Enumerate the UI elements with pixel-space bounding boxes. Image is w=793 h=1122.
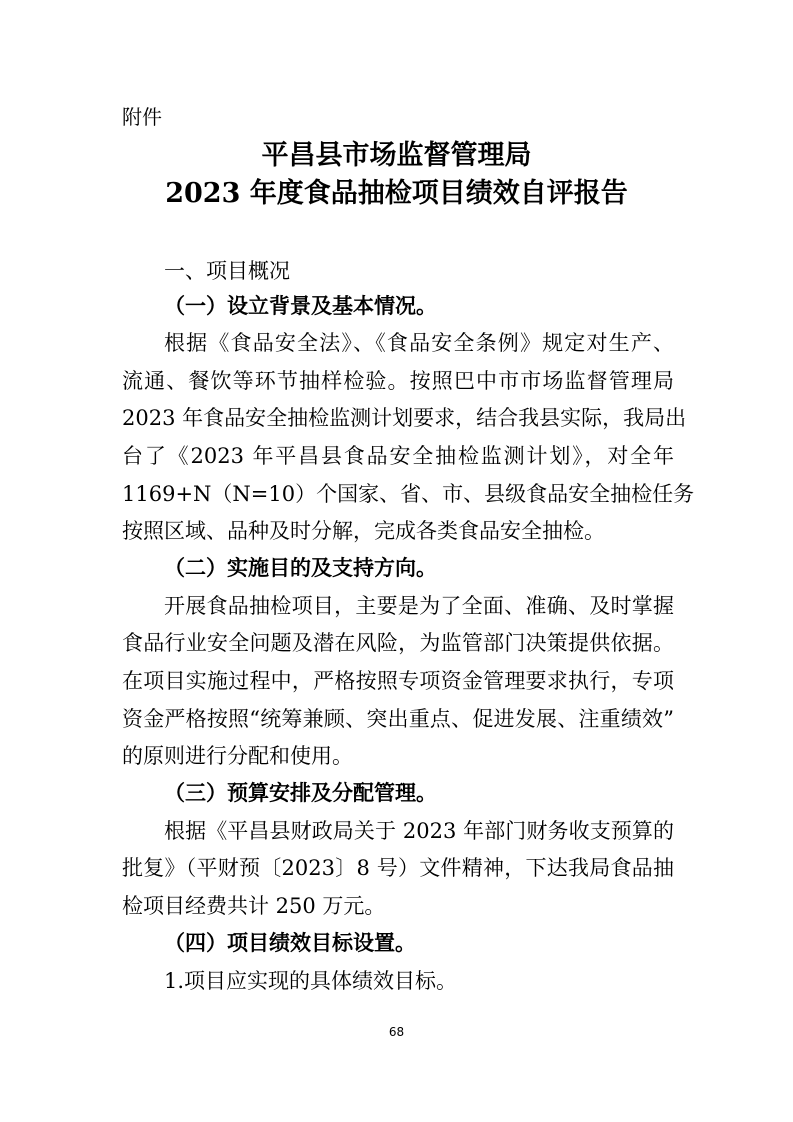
paragraph-line: 台了《2023 年平昌县食品安全抽检监测计划》，对全年 <box>122 444 674 468</box>
subsection-heading-budget: （三）预算安排及分配管理。 <box>164 780 437 805</box>
paragraph-line: 检项目经费共计 250 万元。 <box>122 894 386 918</box>
subsection-heading-targets: （四）项目绩效目标设置。 <box>164 930 416 955</box>
subsection-heading-purpose: （二）实施目的及支持方向。 <box>164 555 437 580</box>
paragraph-line: 流通、餐饮等环节抽样检验。按照巴中市市场监督管理局 <box>122 369 674 393</box>
page-number: 68 <box>388 1025 405 1039</box>
paragraph-line: 批复》（平财预〔2023〕8 号）文件精神，下达我局食品抽 <box>122 856 674 880</box>
paragraph-line: 1.项目应实现的具体绩效目标。 <box>164 969 458 993</box>
section-heading-overview: 一、项目概况 <box>164 259 290 283</box>
report-title-line-2: 2023 年度食品抽检项目绩效自评报告 <box>165 178 628 209</box>
paragraph-line: 根据《平昌县财政局关于 2023 年部门财务收支预算的 <box>164 819 674 843</box>
subsection-heading-background: （一）设立背景及基本情况。 <box>164 293 437 318</box>
paragraph-line: 2023 年食品安全抽检监测计划要求，结合我县实际，我局出 <box>122 406 687 430</box>
paragraph-line: 按照区域、品种及时分解，完成各类食品安全抽检。 <box>122 519 605 543</box>
paragraph-line: 开展食品抽检项目，主要是为了全面、准确、及时掌握 <box>164 594 674 618</box>
paragraph-line: 1169+N（N=10）个国家、省、市、县级食品安全抽检任务 <box>122 482 695 506</box>
attachment-label: 附件 <box>122 105 162 129</box>
paragraph-line: 在项目实施过程中，严格按照专项资金管理要求执行，专项 <box>122 669 674 693</box>
paragraph-line: 根据《食品安全法》、《食品安全条例》规定对生产、 <box>164 331 674 355</box>
paragraph-line: 资金严格按照“统筹兼顾、突出重点、促进发展、注重绩效” <box>122 707 674 731</box>
paragraph-line: 的原则进行分配和使用。 <box>122 744 353 768</box>
report-title-line-1: 平昌县市场监督管理局 <box>261 140 532 171</box>
paragraph-line: 食品行业安全问题及潜在风险，为监管部门决策提供依据。 <box>122 631 674 655</box>
